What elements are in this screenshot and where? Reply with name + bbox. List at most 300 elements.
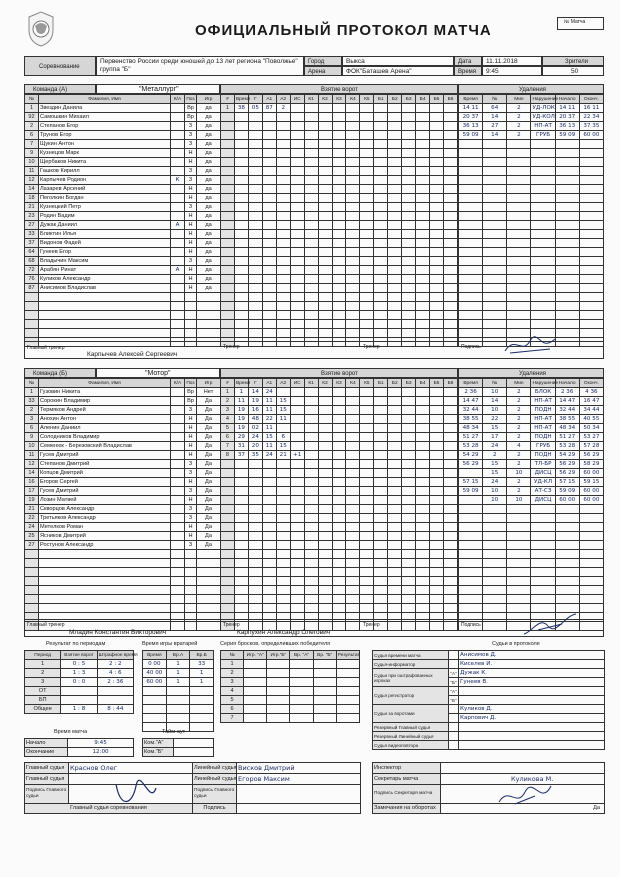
match-number-label: № Матча: [564, 19, 586, 25]
goal-situation: +1: [290, 451, 304, 460]
goal-row: [221, 113, 458, 122]
goal-onice-cell: [444, 451, 458, 460]
reserve-chief-label: Резервный Главный судья: [373, 723, 449, 732]
penalty-end: [579, 158, 603, 167]
player-number: 7: [25, 140, 39, 149]
team-a-name-box: [96, 84, 220, 94]
goal-onice-cell: [416, 523, 430, 532]
goal-scorer: [248, 257, 262, 266]
penalty-player: [483, 532, 507, 541]
goal-onice-cell: [332, 158, 346, 167]
penalties-header-cell: №: [483, 379, 507, 388]
penalty-time: [459, 505, 483, 514]
goal-onice-cell: [360, 514, 374, 523]
penalty-player: [483, 248, 507, 257]
period-label: 3: [25, 678, 61, 687]
chief-ref-label: Главный судья: [25, 763, 69, 774]
penalty-foul: НП-АТ: [531, 397, 555, 406]
roster-row: [25, 415, 221, 424]
player-position: [185, 568, 197, 577]
goal-onice-cell: [430, 266, 444, 275]
penalty-foul: ПОДН: [531, 451, 555, 460]
penalty-time: 32 44: [459, 406, 483, 415]
penalty-time: [459, 140, 483, 149]
goal-onice-cell: [402, 320, 416, 329]
goal-onice-cell: [416, 586, 430, 595]
roster-row: [25, 523, 221, 532]
roster-row: [25, 149, 221, 158]
goal-onice-cell: [416, 275, 430, 284]
goal-onice-cell: [374, 532, 388, 541]
arena-label-box: [304, 66, 342, 76]
period-pim: 2 : 36: [97, 678, 133, 687]
goal-onice-cell: [402, 221, 416, 230]
penalty-player: [483, 221, 507, 230]
player-number: 12: [25, 460, 39, 469]
penalty-foul: [531, 158, 555, 167]
penalty-minutes: [507, 550, 531, 559]
penalty-time: 57 15: [459, 478, 483, 487]
goal-onice-cell: [360, 487, 374, 496]
player-number: [25, 559, 39, 568]
timeout-a-value: [174, 739, 214, 748]
goals-header: [221, 379, 458, 388]
player-plays: Да: [197, 451, 221, 460]
goals-header-cell: К5: [360, 379, 374, 388]
player-name: Степанов Егор: [39, 122, 171, 131]
goal-onice-cell: [360, 230, 374, 239]
penalty-minutes: [507, 203, 531, 212]
goal-scorer: [248, 478, 262, 487]
competition-box: [96, 56, 304, 76]
player-position: З: [185, 541, 197, 550]
goal-onice-cell: [402, 302, 416, 311]
goal-onice-cell: [346, 532, 360, 541]
gk-a: [166, 705, 190, 714]
goal-onice-cell: [304, 104, 318, 113]
penalty-time: 38 55: [459, 415, 483, 424]
player-name: Третьяков Александр: [39, 514, 171, 523]
penalties-header-cell: Мин: [507, 379, 531, 388]
goal-scorer: [248, 329, 262, 338]
goal-onice-cell: [402, 113, 416, 122]
goal-number: [221, 523, 235, 532]
goal-onice-cell: [444, 496, 458, 505]
player-name: Термяков Андрей: [39, 406, 171, 415]
player-name: Аленин Даниил: [39, 424, 171, 433]
time-label: Время: [458, 69, 477, 75]
goal-assist2: [276, 532, 290, 541]
roster-row: [25, 140, 221, 149]
penalty-foul: [531, 568, 555, 577]
player-name: Куликов Александр: [39, 275, 171, 284]
goals-header-cell: Б1: [374, 95, 388, 104]
goal-scorer: [248, 167, 262, 176]
registrar-a-tag: "А": [450, 688, 457, 694]
goal-onice-cell: [360, 595, 374, 604]
goal-row: [221, 442, 458, 451]
player-ka: [171, 131, 185, 140]
penalty-row: [459, 577, 604, 586]
penalty-minutes: 2: [507, 406, 531, 415]
col-no-header: №: [25, 95, 39, 104]
gk-b: [190, 705, 214, 714]
penalty-row: [459, 559, 604, 568]
goal-onice-cell: [332, 541, 346, 550]
remarks-label: Замечания на оборотах: [373, 804, 441, 814]
player-name: Гашков Кирилл: [39, 167, 171, 176]
roster-row: [25, 541, 221, 550]
goal-onice-cell: [444, 478, 458, 487]
player-ka: [171, 293, 185, 302]
goal-onice-cell: [318, 496, 332, 505]
goal-onice-cell: [388, 478, 402, 487]
goal-onice-cell: [416, 433, 430, 442]
penalty-foul: [531, 293, 555, 302]
team-b-head-coach: Младин Константин Викторович: [69, 629, 167, 636]
period-pim: [97, 696, 133, 705]
penalty-player: [483, 523, 507, 532]
penalty-start: [555, 568, 579, 577]
chief-ref-1: Краснов Олег: [69, 763, 193, 774]
goal-assist2: [276, 478, 290, 487]
goal-time: [234, 239, 248, 248]
shootout-cell: [267, 669, 290, 678]
player-ka: [171, 257, 185, 266]
goal-onice-cell: [444, 212, 458, 221]
goal-onice-cell: [318, 320, 332, 329]
goal-onice-cell: [416, 131, 430, 140]
player-ka: [171, 302, 185, 311]
goal-onice-cell: [360, 140, 374, 149]
penalty-row: [459, 239, 604, 248]
goal-onice-cell: [388, 532, 402, 541]
goal-onice-cell: [332, 406, 346, 415]
gk-time: [143, 705, 167, 714]
roster-row: [25, 203, 221, 212]
gk-header-cell: Вр.Б: [190, 651, 214, 660]
goal-onice-cell: [388, 194, 402, 203]
player-plays: да: [197, 167, 221, 176]
goal-situation: [290, 320, 304, 329]
penalty-foul: [531, 140, 555, 149]
goal-onice-cell: [332, 185, 346, 194]
player-position: З: [185, 257, 197, 266]
goal-onice-cell: [346, 568, 360, 577]
goal-onice-cell: [304, 140, 318, 149]
penalty-player: 10: [483, 496, 507, 505]
goal-onice-cell: [346, 104, 360, 113]
goal-onice-cell: [444, 424, 458, 433]
goal-onice-cell: [402, 505, 416, 514]
goal-onice-cell: [430, 167, 444, 176]
shootout-row: [221, 714, 360, 723]
goal-onice-cell: [402, 487, 416, 496]
team-b-penalties-title: [458, 368, 604, 378]
penalty-time: 36 13: [459, 122, 483, 131]
player-number: 6: [25, 424, 39, 433]
goal-scorer: [248, 212, 262, 221]
goal-situation: [290, 460, 304, 469]
penalty-minutes: [507, 595, 531, 604]
goals-header-cell: #: [221, 379, 235, 388]
goal-assist2: [276, 541, 290, 550]
goal-assist1: [262, 149, 276, 158]
goal-assist2: 2: [276, 104, 290, 113]
goal-row: [221, 523, 458, 532]
team-a-label: Команда (А): [33, 87, 68, 93]
team-a-label-box: [24, 84, 96, 94]
penalty-row: [459, 167, 604, 176]
goal-assist1: [262, 595, 276, 604]
goal-onice-cell: [416, 194, 430, 203]
goal-onice-cell: [402, 104, 416, 113]
penalty-player: [483, 176, 507, 185]
goal-onice-cell: [416, 505, 430, 514]
penalty-end: [579, 140, 603, 149]
goal-number: [221, 140, 235, 149]
shootout-cell: [336, 660, 359, 669]
gk-a: 1: [166, 669, 190, 678]
referees-table: [24, 762, 361, 814]
goals-header-cell: К3: [332, 379, 346, 388]
penalty-row: [459, 406, 604, 415]
goal-number: [221, 469, 235, 478]
sig-line-label: Подпись Главного судьи: [193, 785, 237, 804]
goal-number: 8: [221, 451, 235, 460]
penalty-row: [459, 113, 604, 122]
goal-onice-cell: [304, 424, 318, 433]
goal-onice-cell: [332, 433, 346, 442]
arena-label: Арена: [308, 69, 326, 75]
goal-onice-cell: [416, 424, 430, 433]
penalty-minutes: [507, 320, 531, 329]
goal-situation: [290, 514, 304, 523]
goal-onice-cell: [332, 230, 346, 239]
gk-a: 1: [166, 678, 190, 687]
penalty-time: [459, 586, 483, 595]
goals-header-cell: Время: [235, 380, 251, 386]
penalty-player: 64: [483, 104, 507, 113]
goal-assist1: 22: [262, 415, 276, 424]
player-plays: Да: [197, 397, 221, 406]
penalty-time: 59 09: [459, 487, 483, 496]
player-position: [185, 311, 197, 320]
goal-onice-cell: [444, 203, 458, 212]
player-plays: да: [197, 122, 221, 131]
gk-time: [143, 714, 167, 723]
goal-onice-cell: [402, 284, 416, 293]
official-goal-judges-label: Судьи за воротами: [373, 705, 449, 723]
team-a-goals: [220, 94, 458, 347]
goal-onice-cell: [346, 397, 360, 406]
goals-header-cell: А2: [276, 95, 290, 104]
player-number: [25, 302, 39, 311]
goal-onice-cell: [360, 122, 374, 131]
goal-onice-cell: [430, 496, 444, 505]
roster-row: [25, 230, 221, 239]
penalty-time: [459, 149, 483, 158]
penalty-foul: [531, 185, 555, 194]
goal-onice-cell: [402, 257, 416, 266]
goal-situation: [290, 559, 304, 568]
goal-assist2: 11: [276, 415, 290, 424]
goal-onice-cell: [360, 104, 374, 113]
goal-onice-cell: [388, 140, 402, 149]
remarks-value: Да: [441, 804, 605, 814]
goal-number: [221, 568, 235, 577]
roster-row: [25, 550, 221, 559]
player-ka: [171, 397, 185, 406]
player-ka: [171, 550, 185, 559]
player-name: Солодников Владимир: [39, 433, 171, 442]
goal-onice-cell: [388, 424, 402, 433]
goal-row: [221, 122, 458, 131]
roster-row: [25, 311, 221, 320]
goal-onice-cell: [374, 460, 388, 469]
penalty-minutes: [507, 577, 531, 586]
goal-onice-cell: [304, 266, 318, 275]
penalty-minutes: 2: [507, 415, 531, 424]
penalty-row: [459, 266, 604, 275]
player-number: 6: [25, 131, 39, 140]
player-plays: да: [197, 158, 221, 167]
penalty-end: [579, 514, 603, 523]
goal-time: [234, 176, 248, 185]
player-ka: [171, 311, 185, 320]
player-plays: да: [197, 131, 221, 140]
goal-onice-cell: [346, 167, 360, 176]
player-plays: [197, 302, 221, 311]
penalty-player: [483, 586, 507, 595]
goal-assist2: 15: [276, 397, 290, 406]
goal-onice-cell: [416, 239, 430, 248]
team-a-roster-table: [24, 94, 221, 347]
goal-onice-cell: [444, 541, 458, 550]
goal-assist2: [276, 460, 290, 469]
goal-onice-cell: [304, 406, 318, 415]
gk-header-cell: Вр.А: [166, 651, 190, 660]
penalty-end: 60 00: [579, 131, 603, 140]
shootout-cell: [290, 705, 313, 714]
goal-onice-cell: [304, 397, 318, 406]
goal-assist1: 11: [262, 406, 276, 415]
shootout-cell: [290, 678, 313, 687]
player-name: [39, 311, 171, 320]
goal-assist2: [276, 320, 290, 329]
goal-onice-cell: [444, 586, 458, 595]
goal-onice-cell: [416, 451, 430, 460]
goal-onice-cell: [304, 311, 318, 320]
shootout-row: [221, 669, 360, 678]
player-name: [39, 550, 171, 559]
goal-onice-cell: [346, 523, 360, 532]
goal-number: 5: [221, 424, 235, 433]
goal-row: [221, 532, 458, 541]
goal-assist2: [276, 496, 290, 505]
goal-assist1: [262, 239, 276, 248]
player-position: Вр: [185, 104, 197, 113]
goal-situation: [290, 230, 304, 239]
goals-header-cell: К4: [346, 379, 360, 388]
goal-row: [221, 221, 458, 230]
penalty-time: [459, 302, 483, 311]
date-label-box: [454, 56, 482, 66]
goals-label-b: Взятие ворот: [321, 371, 358, 377]
shootout-cell: [313, 687, 336, 696]
goal-scorer: [248, 122, 262, 131]
player-ka: [171, 149, 185, 158]
goal-scorer: [248, 595, 262, 604]
shootout-cell: [313, 705, 336, 714]
roster-row: [25, 505, 221, 514]
goal-onice-cell: [444, 397, 458, 406]
player-plays: Да: [197, 523, 221, 532]
player-ka: [171, 415, 185, 424]
goal-onice-cell: [402, 460, 416, 469]
goal-time: [234, 469, 248, 478]
goal-onice-cell: [304, 194, 318, 203]
goals-header-cell: К1: [304, 95, 318, 104]
goals-header-cell: К3: [332, 95, 346, 104]
goal-situation: [290, 158, 304, 167]
goal-number: [221, 514, 235, 523]
penalty-end: [579, 185, 603, 194]
goal-situation: [290, 302, 304, 311]
col-ka-header: К/А: [171, 95, 185, 104]
penalty-start: [555, 595, 579, 604]
goal-onice-cell: [374, 149, 388, 158]
shootout-cell: [290, 687, 313, 696]
goal-onice-cell: [388, 257, 402, 266]
goal-onice-cell: [444, 320, 458, 329]
goal-onice-cell: [374, 230, 388, 239]
goal-number: [221, 293, 235, 302]
player-position: З: [185, 122, 197, 131]
penalty-row: [459, 433, 604, 442]
goal-onice-cell: [444, 302, 458, 311]
goal-situation: [290, 131, 304, 140]
goal-onice-cell: [388, 122, 402, 131]
goal-onice-cell: [402, 239, 416, 248]
player-ka: [171, 469, 185, 478]
goal-onice-cell: [332, 284, 346, 293]
player-number: 68: [25, 257, 39, 266]
goal-onice-cell: [318, 302, 332, 311]
roster-header: [25, 95, 221, 104]
goal-assist1: 15: [262, 433, 276, 442]
reserve-line-value: [459, 732, 605, 741]
penalty-start: 54 29: [555, 451, 579, 460]
penalty-time: 14 11: [459, 104, 483, 113]
penalty-minutes: [507, 167, 531, 176]
player-plays: да: [197, 266, 221, 275]
official-time-label: Судья времени матча: [373, 651, 449, 660]
goal-onice-cell: [416, 203, 430, 212]
player-plays: да: [197, 149, 221, 158]
penalty-end: [579, 541, 603, 550]
gk-row: [143, 696, 214, 705]
goal-onice-cell: [374, 541, 388, 550]
goal-row: [221, 460, 458, 469]
penalty-foul: УД-КЛ: [531, 478, 555, 487]
goal-number: [221, 230, 235, 239]
periods-header-cell: Штрафное время: [98, 652, 138, 658]
goal-situation: [290, 469, 304, 478]
penalty-player: 17: [483, 433, 507, 442]
goal-onice-cell: [374, 397, 388, 406]
player-plays: Да: [197, 460, 221, 469]
